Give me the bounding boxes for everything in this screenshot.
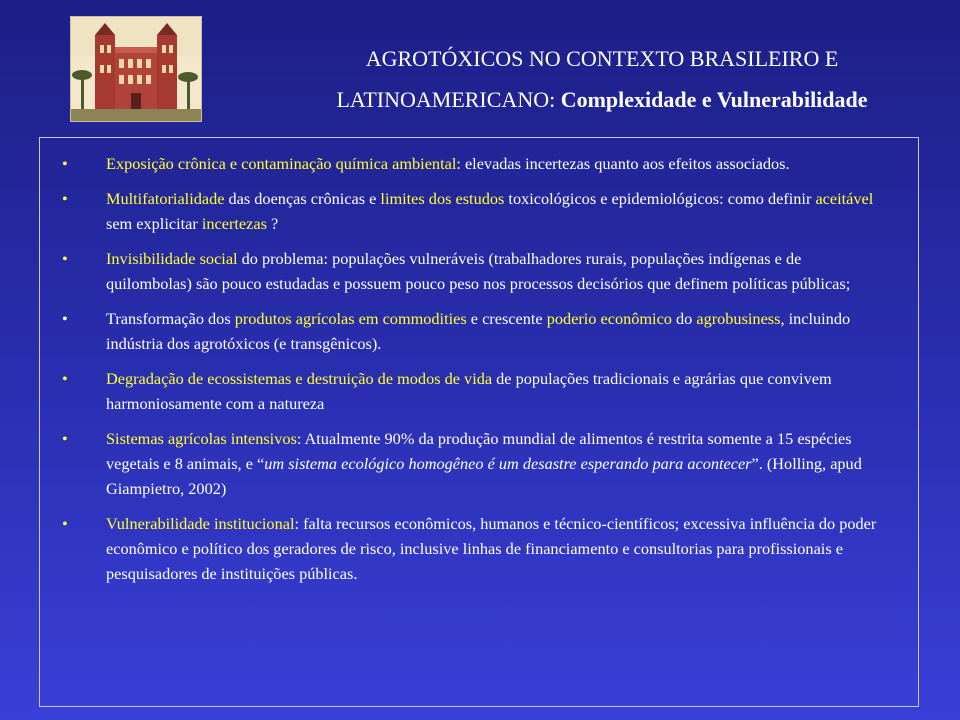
bullet-item [62, 151, 882, 176]
castle-building-icon [71, 17, 201, 121]
bullet-marker: • [62, 514, 68, 533]
body-text: um sistema ecológico homogêneo é um desastre esperando para acontecer [264, 454, 752, 473]
bullet-item [62, 366, 882, 416]
body-text: do problema: populações vulneráveis (trabalhadores rurais, populações indígenas e de quilombolas) são pouco estudadas e possuem pouco peso nos processos decisórios que definem políticas públicas; [106, 249, 851, 293]
body-text: do [671, 309, 697, 328]
title-line-2 [262, 79, 942, 120]
slide-title [262, 38, 942, 120]
bullet-item [62, 186, 882, 236]
bullet-item [62, 306, 882, 356]
highlight-text: Invisibilidade social [106, 249, 238, 268]
highlight-text: Exposição crônica e contaminação química ambiental [106, 154, 457, 173]
body-text: das doenças crônicas e [224, 189, 381, 208]
body-text: toxicológicos e epidemiológicos: como definir [504, 189, 816, 208]
body-text: , incluindo indústria dos agrotóxicos (e transgênicos). [106, 309, 851, 353]
body-text: sem explicitar [106, 214, 202, 233]
logo-image [70, 16, 202, 122]
bullet-marker: • [62, 249, 68, 268]
bullet-marker: • [62, 369, 68, 388]
highlight-text: aceitável [815, 189, 874, 208]
title-line-1: AGROTÓXICOS NO CONTEXTO BRASILEIRO E [365, 46, 839, 71]
body-text: e crescente [466, 309, 547, 328]
body-text: Transformação dos [106, 309, 235, 328]
body-text: : Atualmente 90% da produção mundial de alimentos é restrita somente a 15 espécies vegetais e 8 animais, e “ [106, 429, 852, 473]
bullet-item [62, 426, 882, 501]
body-text: ”. (Holling, apud Giampietro, 2002) [106, 454, 862, 498]
bullet-list [62, 151, 882, 596]
highlight-text: agrobusiness [696, 309, 781, 328]
highlight-text: Multifatorialidade [106, 189, 225, 208]
highlight-text: Degradação de ecossistemas e destruição de modos de vida [106, 369, 493, 388]
highlight-text: produtos agrícolas em commodities [234, 309, 467, 328]
highlight-text: Sistemas agrícolas intensivos [106, 429, 297, 448]
highlight-text: limites dos estudos [380, 189, 505, 208]
highlight-text: incertezas [201, 214, 267, 233]
body-text: ? [266, 214, 279, 233]
bullet-item [62, 246, 882, 296]
body-text: : elevadas incertezas quanto aos efeitos associados. [456, 154, 790, 173]
body-text: : falta recursos econômicos, humanos e técnico-científicos; excessiva influência do poder econômico e político dos geradores de risco, inclusive linhas de financiamento e consultorias para profissionais e pesquisadores de instituições públicas. [106, 514, 877, 583]
bullet-item [62, 511, 882, 586]
highlight-text: poderio econômico [546, 309, 672, 328]
bullet-marker: • [62, 309, 68, 328]
bullet-marker: • [62, 429, 68, 448]
body-text: de populações tradicionais e agrárias que convivem harmoniosamente com a natureza [106, 369, 832, 413]
title-line-2-bold: Complexidade e Vulnerabilidade [560, 87, 868, 112]
bullet-marker: • [62, 154, 68, 173]
title-line-2-plain: LATINOAMERICANO: [336, 87, 561, 112]
bullet-marker: • [62, 189, 68, 208]
highlight-text: Vulnerabilidade institucional [106, 514, 295, 533]
